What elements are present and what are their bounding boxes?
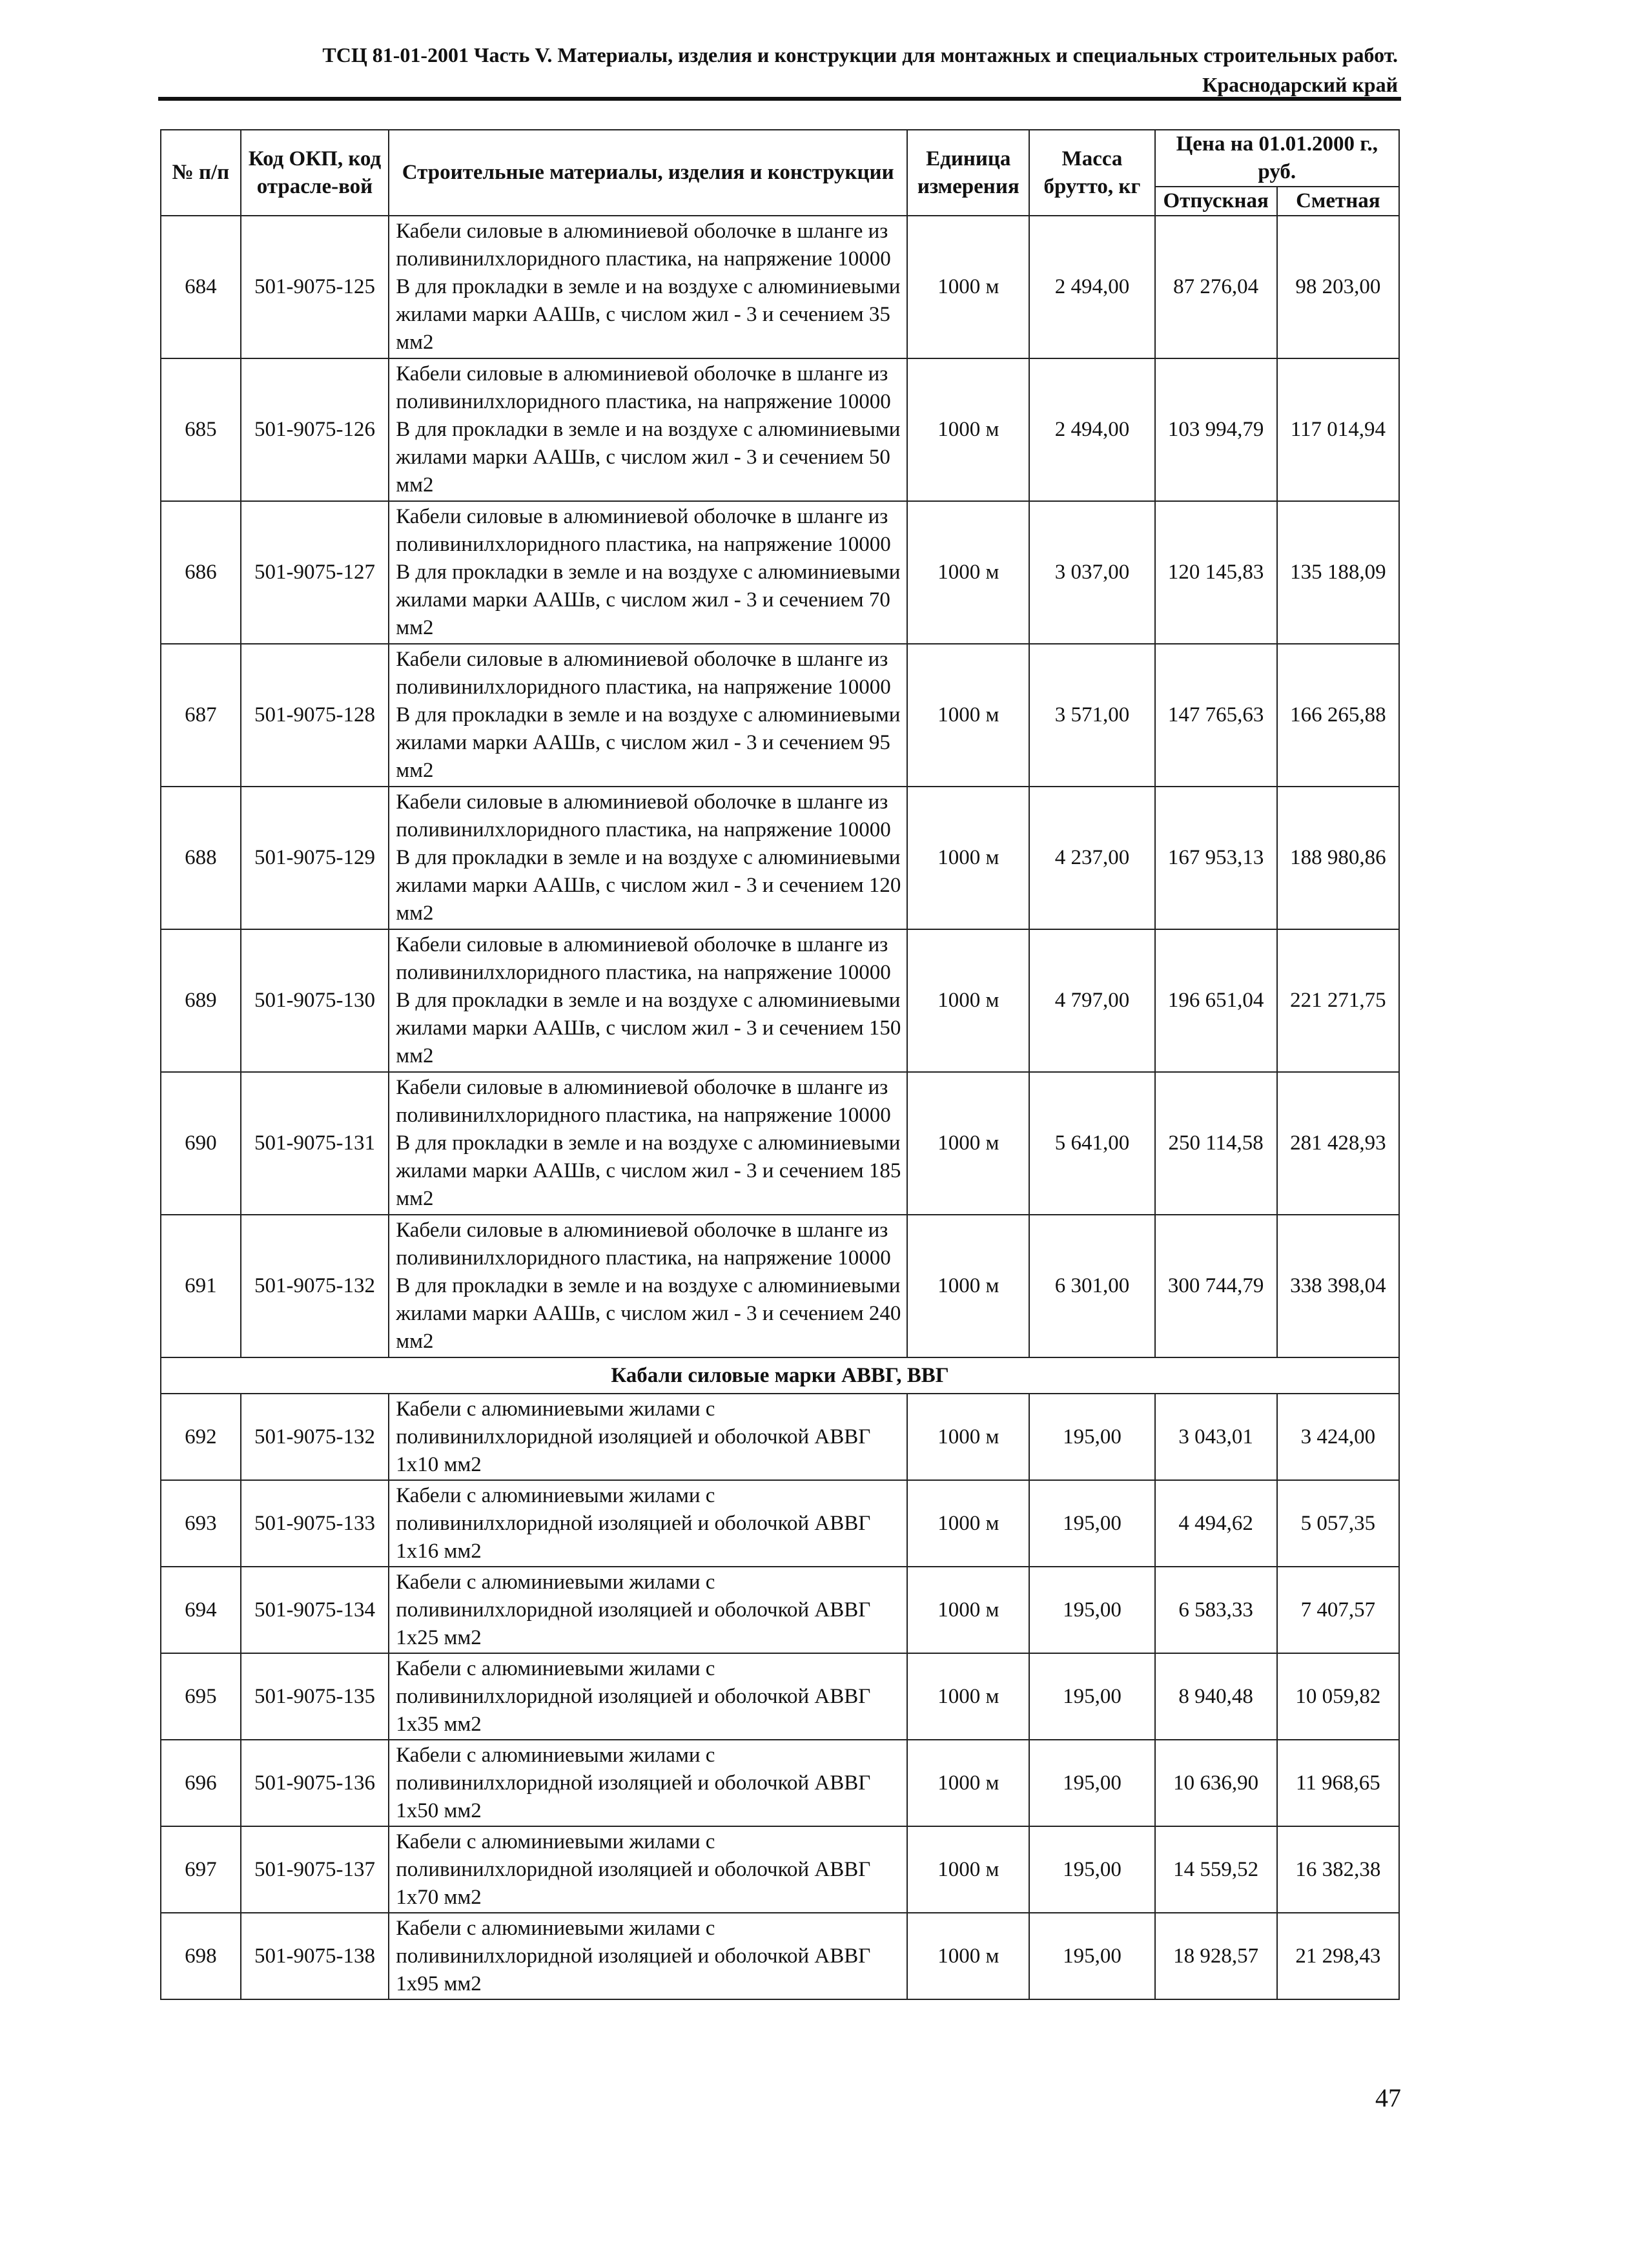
estimate-price: 10 059,82 <box>1277 1653 1399 1740</box>
gross-mass: 3 571,00 <box>1029 644 1154 787</box>
unit-of-measure: 1000 м <box>907 1072 1029 1215</box>
unit-of-measure: 1000 м <box>907 216 1029 358</box>
estimate-price: 135 188,09 <box>1277 501 1399 644</box>
gross-mass: 2 494,00 <box>1029 358 1154 501</box>
material-description: Кабели силовые в алюминиевой оболочке в шланге из поливинилхлоридного пластика, на напряжение 10000 В для прокладки в земле и на воздухе с алюминиевыми жилами марки ААШв, с числом жил - 3 и сечением 50 мм2 <box>389 358 907 501</box>
table-row <box>161 787 1399 929</box>
material-description: Кабели с алюминиевыми жилами с поливинилхлоридной изоляцией и оболочкой АВВГ 1х16 мм2 <box>389 1480 907 1567</box>
row-number: 691 <box>161 1215 241 1357</box>
material-description: Кабели силовые в алюминиевой оболочке в шланге из поливинилхлоридного пластика, на напряжение 10000 В для прокладки в земле и на воздухе с алюминиевыми жилами марки ААШв, с числом жил - 3 и сечением 35 мм2 <box>389 216 907 358</box>
estimate-price: 21 298,43 <box>1277 1913 1399 1999</box>
unit-of-measure: 1000 м <box>907 787 1029 929</box>
gross-mass: 195,00 <box>1029 1740 1154 1826</box>
unit-of-measure: 1000 м <box>907 1394 1029 1480</box>
material-description: Кабели с алюминиевыми жилами с поливинилхлоридной изоляцией и оболочкой АВВГ 1х10 мм2 <box>389 1394 907 1480</box>
estimate-price: 5 057,35 <box>1277 1480 1399 1567</box>
table-row <box>161 216 1399 358</box>
release-price: 167 953,13 <box>1155 787 1277 929</box>
table-header-row <box>161 130 1399 187</box>
release-price: 8 940,48 <box>1155 1653 1277 1740</box>
table-row <box>161 1567 1399 1653</box>
okp-code: 501-9075-128 <box>241 644 389 787</box>
gross-mass: 195,00 <box>1029 1913 1154 1999</box>
page-number: 47 <box>1375 2083 1401 2112</box>
material-description: Кабели силовые в алюминиевой оболочке в шланге из поливинилхлоридного пластика, на напряжение 10000 В для прокладки в земле и на воздухе с алюминиевыми жилами марки ААШв, с числом жил - 3 и сечением 150 мм2 <box>389 929 907 1072</box>
estimate-price: 338 398,04 <box>1277 1215 1399 1357</box>
estimate-price: 11 968,65 <box>1277 1740 1399 1826</box>
gross-mass: 195,00 <box>1029 1394 1154 1480</box>
row-number: 693 <box>161 1480 241 1567</box>
header-region: Краснодарский край <box>1202 73 1398 96</box>
okp-code: 501-9075-126 <box>241 358 389 501</box>
section-title: Кабали силовые марки АВВГ, ВВГ <box>161 1357 1399 1394</box>
price-table <box>160 129 1400 2000</box>
row-number: 692 <box>161 1394 241 1480</box>
material-description: Кабели с алюминиевыми жилами с поливинилхлоридной изоляцией и оболочкой АВВГ 1х95 мм2 <box>389 1913 907 1999</box>
col-header-num: № п/п <box>161 130 241 216</box>
row-number: 686 <box>161 501 241 644</box>
header-title: ТСЦ 81-01-2001 Часть V. Материалы, изделия и конструкции для монтажных и специальных строительных работ. <box>322 43 1398 67</box>
col-header-price: Цена на 01.01.2000 г., руб. <box>1155 130 1399 187</box>
material-description: Кабели силовые в алюминиевой оболочке в шланге из поливинилхлоридного пластика, на напряжение 10000 В для прокладки в земле и на воздухе с алюминиевыми жилами марки ААШв, с числом жил - 3 и сечением 70 мм2 <box>389 501 907 644</box>
table-row <box>161 1394 1399 1480</box>
gross-mass: 195,00 <box>1029 1567 1154 1653</box>
row-number: 687 <box>161 644 241 787</box>
material-description: Кабели с алюминиевыми жилами с поливинилхлоридной изоляцией и оболочкой АВВГ 1х70 мм2 <box>389 1826 907 1913</box>
material-description: Кабели силовые в алюминиевой оболочке в шланге из поливинилхлоридного пластика, на напряжение 10000 В для прокладки в земле и на воздухе с алюминиевыми жилами марки ААШв, с числом жил - 3 и сечением 120 мм2 <box>389 787 907 929</box>
table-row <box>161 644 1399 787</box>
col-header-unit: Единица измерения <box>907 130 1029 216</box>
gross-mass: 195,00 <box>1029 1826 1154 1913</box>
table-row <box>161 1653 1399 1740</box>
okp-code: 501-9075-131 <box>241 1072 389 1215</box>
unit-of-measure: 1000 м <box>907 1653 1029 1740</box>
col-header-code: Код ОКП, код отрасле-вой <box>241 130 389 216</box>
gross-mass: 3 037,00 <box>1029 501 1154 644</box>
release-price: 18 928,57 <box>1155 1913 1277 1999</box>
material-description: Кабели с алюминиевыми жилами с поливинилхлоридной изоляцией и оболочкой АВВГ 1х35 мм2 <box>389 1653 907 1740</box>
estimate-price: 281 428,93 <box>1277 1072 1399 1215</box>
okp-code: 501-9075-125 <box>241 216 389 358</box>
gross-mass: 4 237,00 <box>1029 787 1154 929</box>
gross-mass: 2 494,00 <box>1029 216 1154 358</box>
unit-of-measure: 1000 м <box>907 358 1029 501</box>
material-description: Кабели силовые в алюминиевой оболочке в шланге из поливинилхлоридного пластика, на напряжение 10000 В для прокладки в земле и на воздухе с алюминиевыми жилами марки ААШв, с числом жил - 3 и сечением 185 мм2 <box>389 1072 907 1215</box>
release-price: 6 583,33 <box>1155 1567 1277 1653</box>
table-row <box>161 1480 1399 1567</box>
material-description: Кабели с алюминиевыми жилами с поливинилхлоридной изоляцией и оболочкой АВВГ 1х50 мм2 <box>389 1740 907 1826</box>
okp-code: 501-9075-133 <box>241 1480 389 1567</box>
page-header <box>155 40 1398 99</box>
table-row <box>161 1072 1399 1215</box>
estimate-price: 166 265,88 <box>1277 644 1399 787</box>
release-price: 87 276,04 <box>1155 216 1277 358</box>
estimate-price: 98 203,00 <box>1277 216 1399 358</box>
okp-code: 501-9075-127 <box>241 501 389 644</box>
table-row <box>161 929 1399 1072</box>
release-price: 14 559,52 <box>1155 1826 1277 1913</box>
release-price: 147 765,63 <box>1155 644 1277 787</box>
gross-mass: 5 641,00 <box>1029 1072 1154 1215</box>
estimate-price: 3 424,00 <box>1277 1394 1399 1480</box>
row-number: 694 <box>161 1567 241 1653</box>
okp-code: 501-9075-132 <box>241 1394 389 1480</box>
okp-code: 501-9075-132 <box>241 1215 389 1357</box>
unit-of-measure: 1000 м <box>907 1826 1029 1913</box>
row-number: 696 <box>161 1740 241 1826</box>
unit-of-measure: 1000 м <box>907 1480 1029 1567</box>
table-row <box>161 1913 1399 1999</box>
table-row <box>161 1215 1399 1357</box>
section-heading-row <box>161 1357 1399 1394</box>
release-price: 196 651,04 <box>1155 929 1277 1072</box>
unit-of-measure: 1000 м <box>907 501 1029 644</box>
okp-code: 501-9075-134 <box>241 1567 389 1653</box>
col-header-mass: Масса брутто, кг <box>1029 130 1154 216</box>
estimate-price: 221 271,75 <box>1277 929 1399 1072</box>
row-number: 684 <box>161 216 241 358</box>
col-header-release: Отпускная <box>1155 187 1277 216</box>
material-description: Кабели силовые в алюминиевой оболочке в шланге из поливинилхлоридного пластика, на напряжение 10000 В для прокладки в земле и на воздухе с алюминиевыми жилами марки ААШв, с числом жил - 3 и сечением 240 мм2 <box>389 1215 907 1357</box>
okp-code: 501-9075-129 <box>241 787 389 929</box>
material-description: Кабели с алюминиевыми жилами с поливинилхлоридной изоляцией и оболочкой АВВГ 1х25 мм2 <box>389 1567 907 1653</box>
col-header-name: Строительные материалы, изделия и конструкции <box>389 130 907 216</box>
estimate-price: 16 382,38 <box>1277 1826 1399 1913</box>
release-price: 300 744,79 <box>1155 1215 1277 1357</box>
unit-of-measure: 1000 м <box>907 1913 1029 1999</box>
release-price: 250 114,58 <box>1155 1072 1277 1215</box>
row-number: 697 <box>161 1826 241 1913</box>
unit-of-measure: 1000 м <box>907 1215 1029 1357</box>
header-rule <box>158 97 1401 101</box>
unit-of-measure: 1000 м <box>907 644 1029 787</box>
row-number: 689 <box>161 929 241 1072</box>
release-price: 3 043,01 <box>1155 1394 1277 1480</box>
row-number: 688 <box>161 787 241 929</box>
row-number: 690 <box>161 1072 241 1215</box>
okp-code: 501-9075-137 <box>241 1826 389 1913</box>
material-description: Кабели силовые в алюминиевой оболочке в шланге из поливинилхлоридного пластика, на напряжение 10000 В для прокладки в земле и на воздухе с алюминиевыми жилами марки ААШв, с числом жил - 3 и сечением 95 мм2 <box>389 644 907 787</box>
unit-of-measure: 1000 м <box>907 1740 1029 1826</box>
okp-code: 501-9075-135 <box>241 1653 389 1740</box>
okp-code: 501-9075-138 <box>241 1913 389 1999</box>
gross-mass: 195,00 <box>1029 1480 1154 1567</box>
gross-mass: 6 301,00 <box>1029 1215 1154 1357</box>
estimate-price: 117 014,94 <box>1277 358 1399 501</box>
okp-code: 501-9075-136 <box>241 1740 389 1826</box>
estimate-price: 7 407,57 <box>1277 1567 1399 1653</box>
table-row <box>161 1826 1399 1913</box>
gross-mass: 195,00 <box>1029 1653 1154 1740</box>
release-price: 120 145,83 <box>1155 501 1277 644</box>
estimate-price: 188 980,86 <box>1277 787 1399 929</box>
table-row <box>161 358 1399 501</box>
row-number: 698 <box>161 1913 241 1999</box>
gross-mass: 4 797,00 <box>1029 929 1154 1072</box>
row-number: 685 <box>161 358 241 501</box>
okp-code: 501-9075-130 <box>241 929 389 1072</box>
col-header-estimate: Сметная <box>1277 187 1399 216</box>
release-price: 10 636,90 <box>1155 1740 1277 1826</box>
table-row <box>161 1740 1399 1826</box>
row-number: 695 <box>161 1653 241 1740</box>
release-price: 4 494,62 <box>1155 1480 1277 1567</box>
unit-of-measure: 1000 м <box>907 1567 1029 1653</box>
table-row <box>161 501 1399 644</box>
release-price: 103 994,79 <box>1155 358 1277 501</box>
unit-of-measure: 1000 м <box>907 929 1029 1072</box>
